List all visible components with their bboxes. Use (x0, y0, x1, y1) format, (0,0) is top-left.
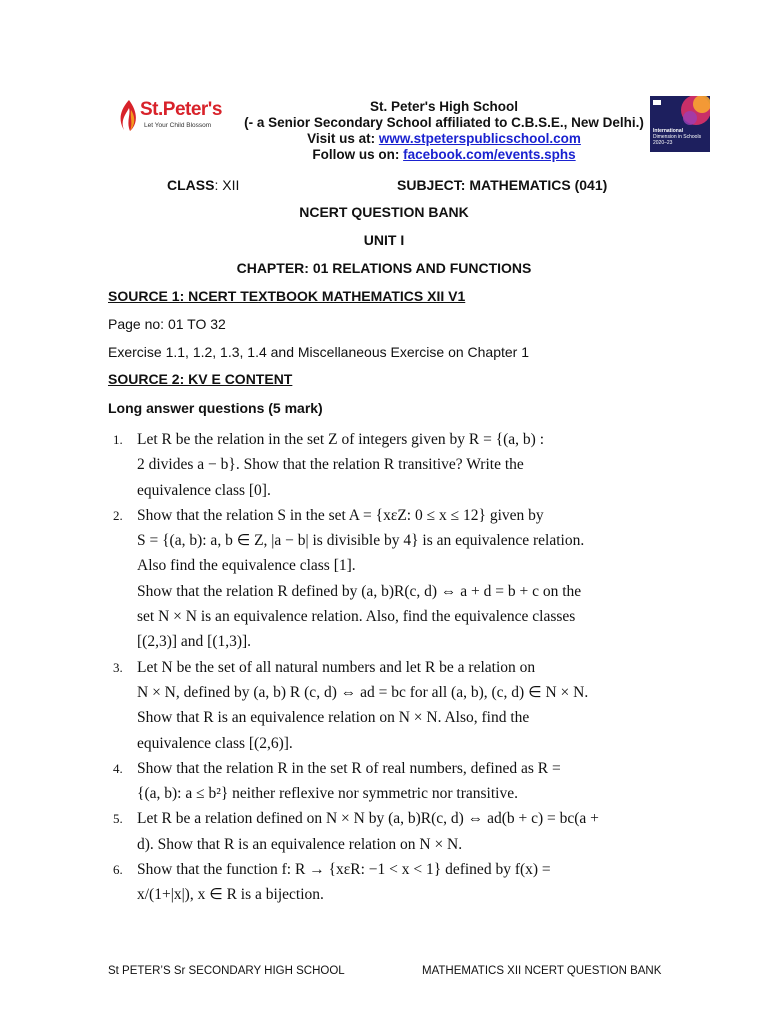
source1-heading: SOURCE 1: NCERT TEXTBOOK MATHEMATICS XII V1 (108, 288, 466, 304)
question-line: equivalence class [0]. (137, 481, 271, 499)
question-line: x/(1+|x|), x ∈ R is a bijection. (137, 886, 324, 904)
class-line (167, 177, 239, 193)
question-number: 3. (113, 659, 123, 675)
question-4 (113, 756, 642, 807)
long-answer-heading: Long answer questions (5 mark) (108, 400, 323, 416)
unit-title: UNIT I (363, 232, 405, 248)
question-2 (113, 503, 642, 655)
visit-line (180, 131, 708, 147)
question-line: S = {(a, b): a, b ∈ Z, |a − b| is divisible by 4} is an equivalence relation. (137, 532, 585, 550)
chapter-title: CHAPTER: 01 RELATIONS AND FUNCTIONS (236, 260, 532, 276)
question-line: Let R be a relation defined on N × N by (a, b)R(c, d) ⇔ ad(b + c) = bc(a + (137, 810, 599, 828)
question-number: 1. (113, 432, 123, 447)
question-1 (113, 427, 642, 503)
class-value: : XII (214, 177, 240, 193)
facebook-link[interactable]: facebook.com/events.sphs (403, 147, 576, 162)
question-number: 4. (113, 760, 123, 776)
question-line: [(2,3)] and [(1,3)]. (137, 633, 252, 651)
question-line: Also find the equivalence class [1]. (137, 557, 356, 575)
question-5 (113, 806, 642, 857)
question-line: Show that the relation S in the set A = {xεZ: 0 ≤ x ≤ 12} given by (137, 506, 544, 524)
question-3 (113, 655, 642, 756)
question-number: 6. (113, 862, 123, 878)
source1-pages: Page no: 01 TO 32 (108, 316, 226, 332)
question-line: 2 divides a − b}. Show that the relation R transitive? Write the (137, 456, 524, 474)
question-number: 5. (113, 811, 123, 827)
question-line: Show that the function f: R → {xεR: −1 < x < 1} defined by f(x) = (137, 861, 551, 879)
logo-tagline: Let Your Child Blossom (144, 122, 212, 129)
class-label: CLASS (167, 177, 215, 193)
question-line: {(a, b): a ≤ b²} neither reflexive nor symmetric nor transitive. (137, 785, 518, 803)
question-line: d). Show that R is an equivalence relation on N × N. (137, 835, 463, 853)
question-6 (113, 857, 642, 908)
footer-subject: MATHEMATICS XII NCERT QUESTION BANK (422, 965, 662, 977)
badge-line-3: 2020–23 (653, 140, 673, 146)
badge-line-2: Dimension in Schools (653, 134, 702, 140)
affiliation: (- a Senior Secondary School affiliated to C.B.S.E., New Delhi.) (244, 115, 644, 130)
question-line: set N × N is an equivalence relation. Also, find the equivalence classes (137, 608, 576, 626)
question-list (113, 427, 642, 908)
footer-school: St PETER’S Sr SECONDARY HIGH SCHOOL (108, 965, 345, 977)
source2-heading: SOURCE 2: KV E CONTENT (108, 371, 293, 387)
international-dimension-badge (650, 96, 710, 152)
question-line: Show that R is an equivalence relation on N × N. Also, find the (137, 709, 530, 727)
question-number: 2. (113, 507, 123, 523)
visit-label: Visit us at: (307, 131, 379, 146)
question-line: N × N, defined by (a, b) R (c, d) ⇔ ad = bc for all (a, b), (c, d) ∈ N × N. (137, 683, 589, 701)
question-bank-title: NCERT QUESTION BANK (299, 204, 469, 220)
follow-line (180, 147, 708, 163)
logo-text: St.Peter's (140, 99, 222, 120)
source1-exercise: Exercise 1.1, 1.2, 1.3, 1.4 and Miscellaneous Exercise on Chapter 1 (108, 344, 530, 360)
badge-line-1: International (653, 128, 684, 134)
website-link[interactable]: www.stpeterspublicschool.com (378, 131, 581, 146)
question-line: Show that the relation R in the set R of real numbers, defined as R = (137, 759, 561, 777)
question-line: Let R be the relation in the set Z of integers given by R = {(a, b) : (137, 431, 545, 448)
question-line: Show that the relation R defined by (a, b)R(c, d) ⇔ a + d = b + c on the (137, 582, 582, 600)
school-name: St. Peter's High School (370, 99, 518, 114)
subject-line: SUBJECT: MATHEMATICS (041) (397, 177, 608, 193)
follow-label: Follow us on: (312, 147, 404, 162)
question-line: equivalence class [(2,6)]. (137, 734, 293, 752)
question-line: Let N be the set of all natural numbers and let R be a relation on (137, 658, 536, 676)
